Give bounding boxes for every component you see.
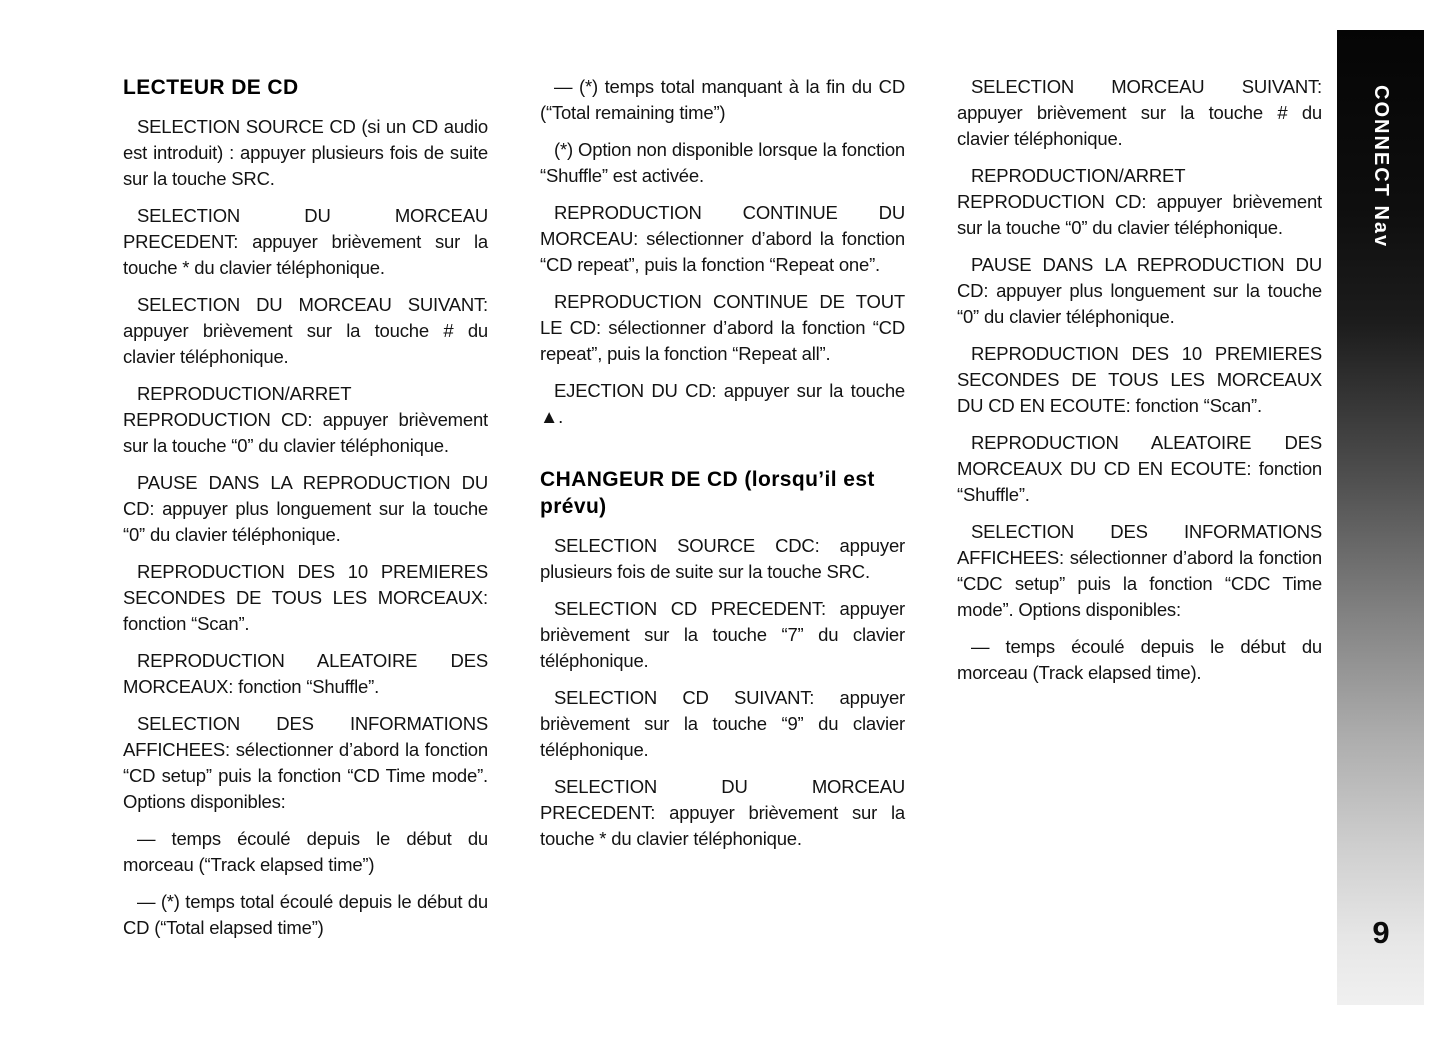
text-columns [123, 74, 1322, 952]
paragraph: SELECTION DU MORCEAU SUIVANT: appuyer brièvement sur la touche # du clavier téléphonique. [123, 294, 488, 367]
paragraph: SELECTION DES INFORMATIONS AFFICHEES: sélectionner d’abord la fonction “CD setup” puis la fonction “CD Time mode”. Options disponibles: [123, 713, 488, 812]
paragraph: SELECTION DES INFORMATIONS AFFICHEES: sélectionner d’abord la fonction “CDC setup” puis la fonction “CDC Time mode”. Options disponibles: [957, 521, 1322, 620]
paragraph: REPRODUCTION/ARRET REPRODUCTION CD: appuyer brièvement sur la touche “0” du clavier téléphonique. [957, 165, 1322, 238]
paragraph: SELECTION CD SUIVANT: appuyer brièvement sur la touche “9” du clavier téléphonique. [540, 687, 905, 760]
column-1 [123, 74, 488, 952]
paragraph: SELECTION CD PRECEDENT: appuyer brièvement sur la touche “7” du clavier téléphonique. [540, 598, 905, 671]
page-number: 9 [1372, 915, 1390, 950]
column-3 [957, 74, 1322, 952]
paragraph: — temps écoulé depuis le début du morceau (“Track elapsed time”) [123, 828, 488, 875]
paragraph: REPRODUCTION CONTINUE DE TOUT LE CD: sélectionner d’abord la fonction “CD repeat”, puis la fonction “Repeat all”. [540, 291, 905, 364]
paragraph: PAUSE DANS LA REPRODUCTION DU CD: appuyer plus longuement sur la touche “0” du clavier téléphonique. [123, 472, 488, 545]
paragraph: REPRODUCTION CONTINUE DU MORCEAU: sélectionner d’abord la fonction “CD repeat”, puis la fonction “Repeat one”. [540, 202, 905, 275]
paragraph: SELECTION MORCEAU SUIVANT: appuyer brièvement sur la touche # du clavier téléphonique. [957, 76, 1322, 149]
paragraph: SELECTION DU MORCEAU PRECEDENT: appuyer brièvement sur la touche * du clavier téléphonique. [540, 776, 905, 849]
paragraph: REPRODUCTION/ARRET REPRODUCTION CD: appuyer brièvement sur la touche “0” du clavier téléphonique. [123, 383, 488, 456]
paragraph: — (*) temps total manquant à la fin du CD (“Total remaining time”) [540, 76, 905, 123]
paragraph: EJECTION DU CD: appuyer sur la touche ▲. [540, 380, 905, 427]
chapter-tab-label: CONNECT Nav [1370, 85, 1392, 249]
paragraph: REPRODUCTION ALEATOIRE DES MORCEAUX DU CD EN ECOUTE: fonction “Shuffle”. [957, 432, 1322, 505]
column-2 [540, 74, 905, 952]
paragraph: REPRODUCTION DES 10 PREMIERES SECONDES DE TOUS LES MORCEAUX DU CD EN ECOUTE: fonction “Scan”. [957, 343, 1322, 416]
paragraph: (*) Option non disponible lorsque la fonction “Shuffle” est activée. [540, 139, 905, 186]
paragraph: SELECTION SOURCE CDC: appuyer plusieurs fois de suite sur la touche SRC. [540, 535, 905, 582]
paragraph: REPRODUCTION DES 10 PREMIERES SECONDES DE TOUS LES MORCEAUX: fonction “Scan”. [123, 561, 488, 634]
paragraph: SELECTION SOURCE CD (si un CD audio est introduit) : appuyer plusieurs fois de suite sur la touche SRC. [123, 116, 488, 189]
chapter-tab [1337, 30, 1424, 1005]
paragraph: — (*) temps total écoulé depuis le début du CD (“Total elapsed time”) [123, 891, 488, 938]
paragraph: SELECTION DU MORCEAU PRECEDENT: appuyer brièvement sur la touche * du clavier téléphonique. [123, 205, 488, 278]
paragraph: PAUSE DANS LA REPRODUCTION DU CD: appuyer plus longuement sur la touche “0” du clavier téléphonique. [957, 254, 1322, 327]
section-heading: CHANGEUR DE CD (lorsqu’il est prévu) [540, 468, 875, 518]
paragraph: — temps écoulé depuis le début du morceau (Track elapsed time). [957, 636, 1322, 683]
paragraph: REPRODUCTION ALEATOIRE DES MORCEAUX: fonction “Shuffle”. [123, 650, 488, 697]
section-heading: LECTEUR DE CD [123, 76, 299, 99]
